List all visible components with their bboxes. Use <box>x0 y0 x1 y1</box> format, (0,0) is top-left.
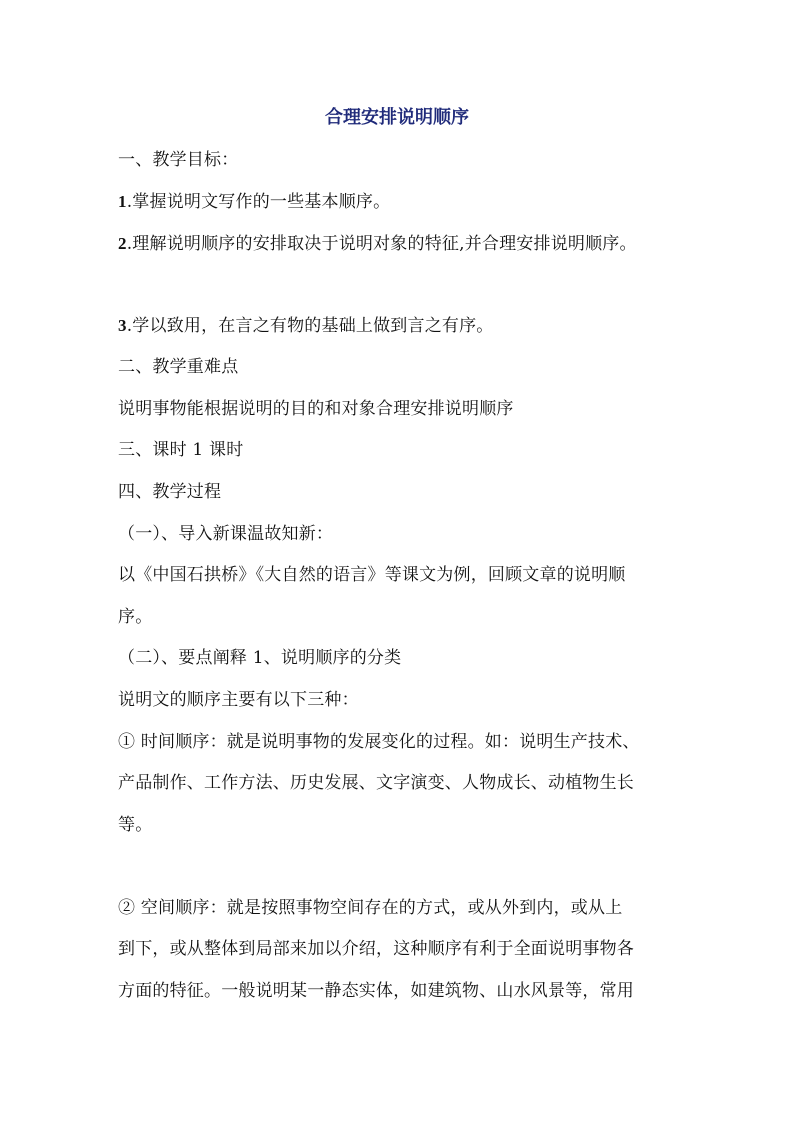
objective-number: 3 <box>118 316 127 335</box>
objective-number: 1 <box>118 192 127 211</box>
objective-item-3 <box>118 311 494 341</box>
paragraph-line: 以《中国石拱桥》《大自然的语言》等课文为例，回顾文章的说明顺 <box>118 565 626 585</box>
paragraph-line: 说明事物能根据说明的目的和对象合理安排说明顺序 <box>118 399 514 419</box>
paragraph-line: 等。 <box>118 815 153 835</box>
objective-number: 2 <box>118 234 127 253</box>
paragraph-line: 说明文的顺序主要有以下三种： <box>118 690 359 710</box>
paragraph-line: ② 空间顺序：就是按照事物空间存在的方式，或从外到内，或从上 <box>118 898 623 918</box>
section-heading-key-points: 二、教学重难点 <box>118 357 239 377</box>
objective-item-2 <box>118 229 637 259</box>
document-title: 合理安排说明顺序 <box>325 107 469 128</box>
subsection-heading-intro: （一）、导入新课温故知新： <box>118 524 334 544</box>
objective-text: .学以致用，在言之有物的基础上做到言之有序。 <box>126 316 494 336</box>
section-heading-process: 四、教学过程 <box>118 482 222 502</box>
section-heading-hours: 三、课时 1 课时 <box>118 440 244 460</box>
paragraph-line: 方面的特征。一般说明某一静态实体，如建筑物、山水风景等，常用 <box>118 981 634 1001</box>
objective-text: .掌握说明文写作的一些基本顺序。 <box>126 192 391 212</box>
objective-text: .理解说明顺序的安排取决于说明对象的特征,并合理安排说明顺序。 <box>126 234 637 254</box>
section-heading-objectives: 一、教学目标： <box>118 150 239 170</box>
paragraph-line: 到下，或从整体到局部来加以介绍，这种顺序有利于全面说明事物各 <box>118 939 634 959</box>
paragraph-line: 序。 <box>118 607 153 627</box>
subsection-heading-key-points: （二）、要点阐释 1、说明顺序的分类 <box>118 648 402 668</box>
paragraph-line: 产品制作、工作方法、历史发展、文字演变、人物成长、动植物生长 <box>118 773 634 793</box>
paragraph-line: ① 时间顺序：就是说明事物的发展变化的过程。如：说明生产技术、 <box>118 732 640 752</box>
objective-item-1 <box>118 187 390 217</box>
